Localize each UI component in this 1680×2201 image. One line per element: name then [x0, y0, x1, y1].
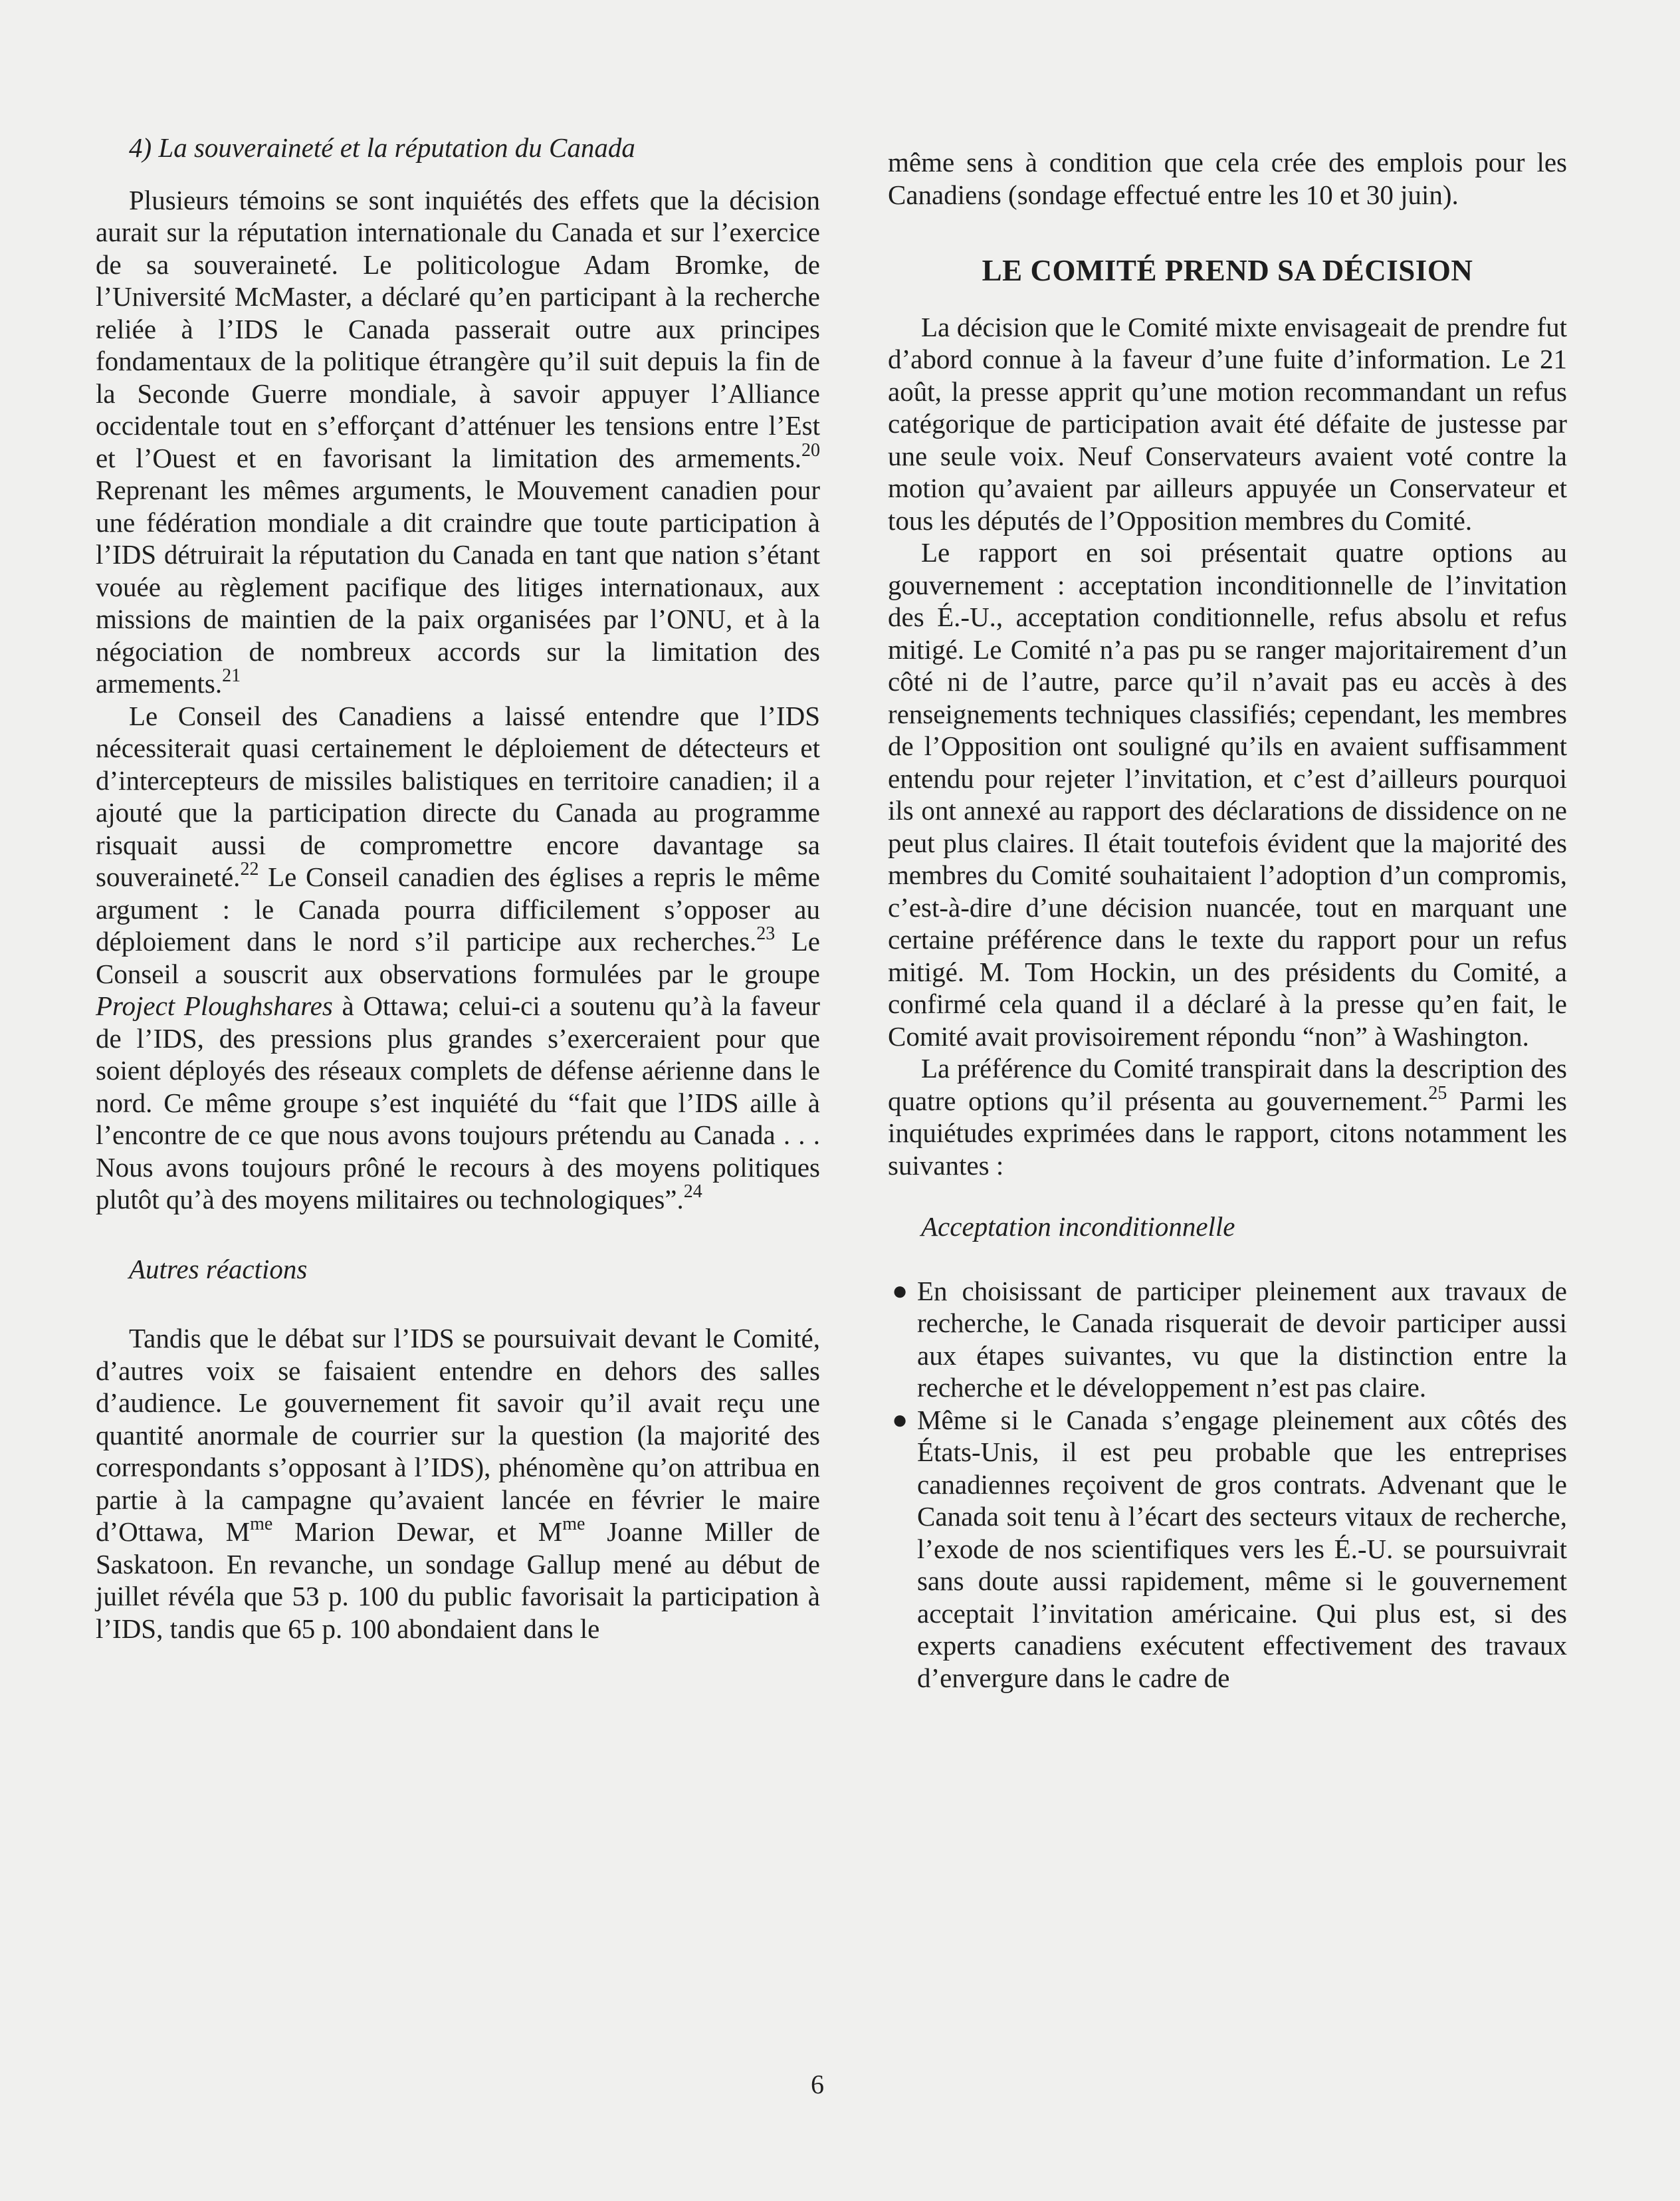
superscript: me: [562, 1514, 585, 1535]
text-span: Reprenant les mêmes arguments, le Mouvement canadien pour une fédération mondiale a dit craindre que toute participation à l’IDS détruirait la réputation du Canada en tant que nation s’étant vouée au règlement pacifique des litiges internationaux, aux missions de maintien de la paix organisées par l’ONU, et à la négociation de nombreux accords sur la limitation des armements.: [96, 475, 820, 699]
text-span: Le Conseil a souscrit aux observations formulées par le groupe: [96, 926, 820, 989]
left-column: [96, 132, 820, 1645]
footnote-ref: 25: [1428, 1082, 1447, 1103]
italic-text: Project Ploughshares: [96, 990, 333, 1021]
list-item-text: En choisissant de participer pleinement aux travaux de recherche, le Canada risquerait de devoir participer aussi aux étapes suivantes, vu que la distinction entre la recherche et le développement n’est pas claire.: [917, 1275, 1567, 1403]
subheading: Autres réactions: [129, 1253, 308, 1284]
main-heading: LE COMITÉ PREND SA DÉCISION: [982, 254, 1473, 287]
right-column: [888, 146, 1567, 1694]
paragraph: [96, 700, 820, 1216]
bullet-icon: ●: [892, 1275, 908, 1306]
list-item: [888, 1404, 1567, 1694]
list-item-text: Même si le Canada s’engage pleinement aux côtés des États-Unis, il est peu probable que les entreprises canadiennes reçoivent de gros contrats. Advenant que le Canada soit tenu à l’écart des secteurs vitaux de recherche, l’exode de nos scientifiques vers les É.-U. se poursuivrait sans doute aussi rapidement, même si le gouvernement acceptait l’invitation américaine. Qui plus est, si des experts canadiens exécutent effectivement des travaux d’envergure dans le cadre de: [917, 1404, 1567, 1693]
text-span: La préférence du Comité transpirait dans la description des quatre options qu’il présenta au gouvernement.: [888, 1053, 1567, 1116]
text-span: Plusieurs témoins se sont inquiétés des effets que la décision aurait sur la réputation internationale du Canada et sur l’exercice de sa souveraineté. Le politicologue Adam Bromke, de l’Université McMaster, a déclaré qu’en participant à la recherche reliée à l’IDS le Canada passerait outre aux principes fondamentaux de la politique étrangère qu’il suit depuis la fin de la Seconde Guerre mondiale, à savoir appuyer l’Alliance occidentale tout en s’efforçant d’atténuer les tensions entre l’Est et l’Ouest et en favorisant la limitation des armements.: [96, 184, 820, 473]
subheading: Acceptation inconditionnelle: [921, 1211, 1235, 1242]
paragraph: [96, 184, 820, 700]
text-span: Marion Dewar, et M: [272, 1516, 563, 1547]
list-item: [888, 1275, 1567, 1404]
bullet-list: [888, 1275, 1567, 1694]
paragraph: [96, 1322, 820, 1645]
superscript: me: [250, 1514, 273, 1535]
paragraph: [888, 1052, 1567, 1181]
section-title: 4) La souveraineté et la réputation du Canada: [129, 132, 635, 163]
continuation-text: même sens à condition que cela crée des emplois pour les Canadiens (sondage effectué entre les 10 et 30 juin).: [888, 147, 1567, 210]
text-span: Le Conseil des Canadiens a laissé entendre que l’IDS nécessiterait quasi certainement le déploiement de détecteurs et d’intercepteurs de missiles balistiques en territoire canadien; il a ajouté que la participation directe du Canada au programme risquait aussi de compromettre encore davantage sa souveraineté.: [96, 700, 820, 892]
text-span: Parmi les inquiétudes exprimées dans le rapport, citons notamment les suivantes :: [888, 1085, 1567, 1181]
text-span: Joanne Miller de Saskatoon. En revanche, un sondage Gallup mené au début de juillet révéla que 53 p. 100 du public favorisait la participation à l’IDS, tandis que 65 p. 100 abondaient dans le: [96, 1516, 820, 1644]
paragraph: La décision que le Comité mixte envisageait de prendre fut d’abord connue à la faveur d’une fuite d’information. Le 21 août, la presse apprit qu’une motion recommandant un refus catégorique de participation avait été défaite de justesse par une seule voix. Neuf Conservateurs avaient voté contre la motion qu’avaient par ailleurs appuyée un Conservateur et tous les députés de l’Opposition membres du Comité.: [888, 311, 1567, 536]
footnote-ref: 23: [756, 923, 776, 945]
footnote-ref: 22: [240, 859, 259, 880]
footnote-ref: 20: [801, 439, 820, 461]
footnote-ref: 21: [222, 665, 241, 687]
text-span: Le Conseil canadien des églises a repris le même argument : le Canada pourra difficilement s’opposer au déploiement dans le nord s’il participe aux recherches.: [96, 862, 820, 957]
footnote-ref: 24: [683, 1181, 702, 1203]
text-span: à Ottawa; celui-ci a soutenu qu’à la faveur de l’IDS, des pressions plus grandes s’exerceraient pour que soient déployés des réseaux complets de défense aérienne dans le nord. Ce même groupe s’est inquiété du “fait que l’IDS aille à l’encontre de ce que nous avons toujours prétendu au Canada . . . Nous avons toujours prôné le recours à des moyens politiques plutôt qu’à des moyens militaires ou technologiques”.: [96, 990, 820, 1215]
page-number: 6: [811, 2069, 824, 2099]
paragraph: Le rapport en soi présentait quatre options au gouvernement : acceptation inconditionnelle de l’invitation des É.-U., acceptation conditionnelle, refus absolu et refus mitigé. Le Comité n’a pas pu se ranger majoritairement d’un côté ni de l’autre, parce qu’il n’avait pas eu accès à des renseignements techniques classifiés; cependant, les membres de l’Opposition ont souligné qu’ils en avaient suffisamment entendu pour rejeter l’invitation, et c’est d’ailleurs pourquoi ils ont annexé au rapport des déclarations de dissidence on ne peut plus claires. Il était toutefois évident que la majorité des membres du Comité souhaitaient l’adoption d’un compromis, c’est-à-dire d’une décision nuancée, tout en marquant une certaine préférence dans le texte du rapport pour un refus mitigé. M. Tom Hockin, un des présidents du Comité, a confirmé cela quand il a déclaré à la presse qu’en fait, le Comité avait provisoirement répondu “non” à Washington.: [888, 537, 1567, 1052]
text-span: Tandis que le débat sur l’IDS se poursuivait devant le Comité, d’autres voix se faisaient entendre en dehors des salles d’audience. Le gouvernement fit savoir qu’il avait reçu une quantité anormale de courrier sur la question (la majorité des correspondants s’opposant à l’IDS), phénomène qu’on attribua en partie à la campagne qu’avaient lancée en février le maire d’Ottawa, M: [96, 1323, 820, 1547]
bullet-icon: ●: [892, 1404, 908, 1435]
